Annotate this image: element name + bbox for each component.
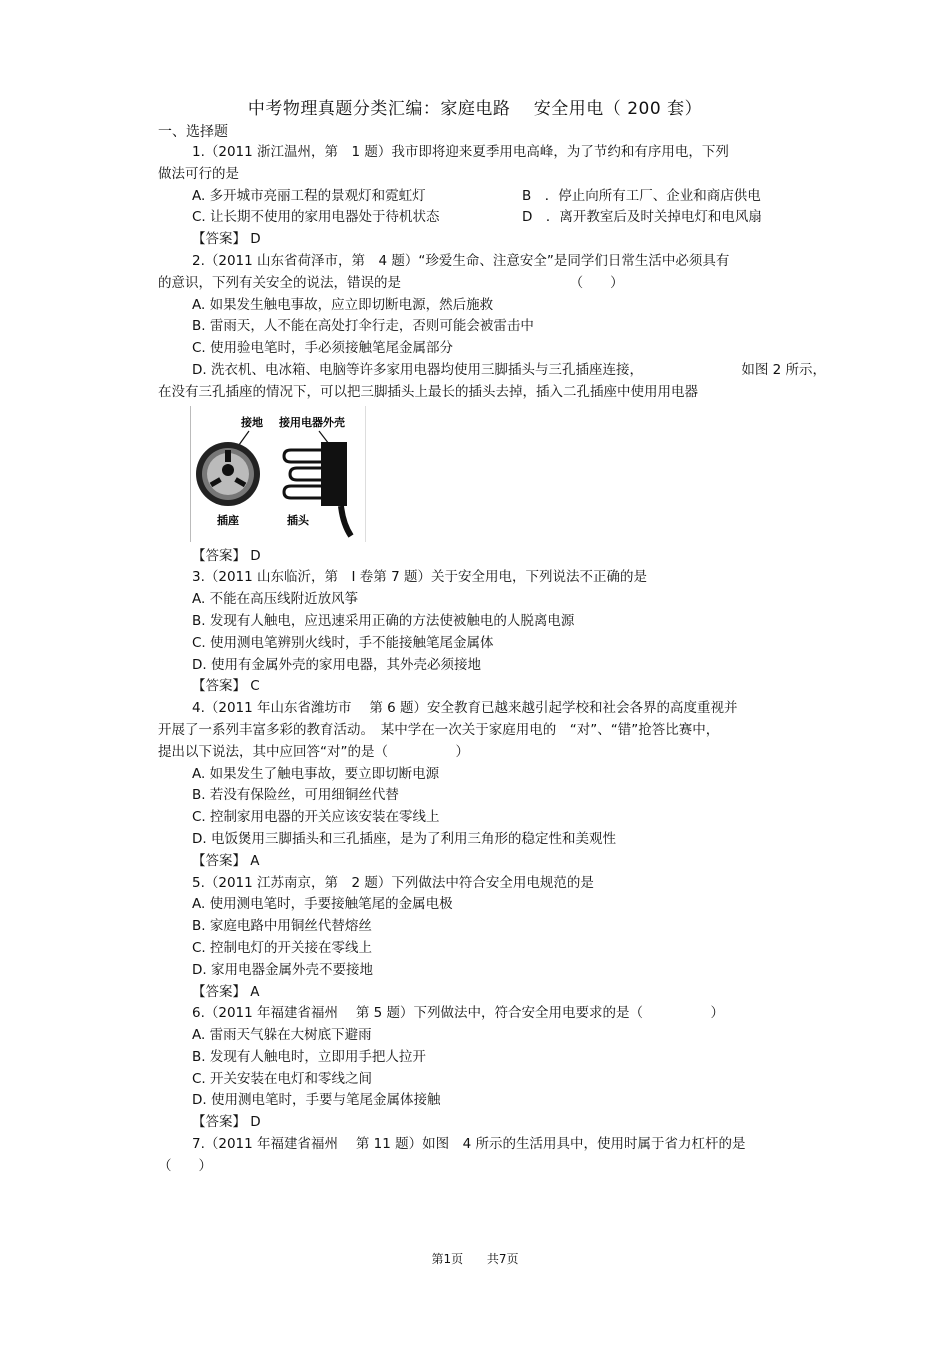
- socket-icon: [196, 442, 260, 506]
- label-shell: 接用电器外壳: [279, 415, 345, 429]
- q6-stem: 6.（2011 年福建省福州 第 5 题）下列做法中，符合安全用电要求的是（ ）: [192, 1005, 724, 1022]
- q2-option-d-text: D. 洗衣机、电冰箱、电脑等许多家用电器均使用三脚插头与三孔插座连接，: [192, 361, 643, 378]
- q2-stem: 2.（2011 山东省荷泽市，第 4 题）“珍爱生命、注意安全”是同学们日常生活中必须具有: [192, 252, 730, 269]
- q5-answer: 【答案】 A: [192, 983, 260, 1000]
- q5-option-a: A. 使用测电笔时，手要接触笔尾的金属电极: [192, 896, 453, 913]
- page-footer: [0, 1250, 950, 1267]
- q6-option-d: D. 使用测电笔时，手要与笔尾金属体接触: [192, 1092, 441, 1109]
- q2-answer: 【答案】 D: [192, 547, 261, 564]
- q3-option-b: B. 发现有人触电，应迅速采用正确的方法使被触电的人脱离电源: [192, 612, 575, 629]
- q4-answer: 【答案】 A: [192, 852, 260, 869]
- page-total: 共7页: [486, 1252, 519, 1266]
- q4-option-b: B. 若没有保险丝，可用细铜丝代替: [192, 787, 399, 804]
- q3-option-a: A. 不能在高压线附近放风筝: [192, 591, 359, 608]
- q6-answer: 【答案】 D: [192, 1114, 261, 1131]
- q2-option-c: C. 使用验电笔时，手必须接触笔尾金属部分: [192, 340, 454, 357]
- q3-stem: 3.（2011 山东临沂，第 Ⅰ 卷第 7 题）关于安全用电，下列说法不正确的是: [192, 569, 647, 586]
- q3-option-d: D. 使用有金属外壳的家用电器，其外壳必须接地: [192, 656, 481, 673]
- q6-option-b: B. 发现有人触电时，立即用手把人拉开: [192, 1048, 426, 1065]
- label-plug: 插头: [287, 513, 309, 527]
- q2-option-d-cont: 在没有三孔插座的情况下，可以把三脚插头上最长的插头去掉，插入二孔插座中使用用电器: [158, 383, 698, 400]
- q3-answer: 【答案】 C: [192, 678, 260, 695]
- label-socket: 插座: [217, 513, 239, 527]
- label-ground: 接地: [241, 415, 263, 429]
- q1-option-a: A. 多开城市亮丽工程的景观灯和霓虹灯: [192, 187, 426, 204]
- q7-blank: （ ）: [158, 1157, 212, 1174]
- q2-option-d: [158, 360, 826, 382]
- q5-option-b: B. 家庭电路中用铜丝代替熔丝: [192, 918, 372, 935]
- socket-plug-illustration: [191, 406, 365, 542]
- page-title: 中考物理真题分类汇编：家庭电路 安全用电（ 200 套）: [247, 99, 703, 119]
- q2-option-a: A. 如果发生触电事故，应立即切断电源，然后施救: [192, 296, 494, 313]
- q4-stem-cont: 开展了一系列丰富多彩的教育活动。 某中学在一次关于家庭用电的 “对”、“错”抢答比赛中，: [158, 721, 720, 738]
- q3-option-c: C. 使用测电笔辨别火线时，手不能接触笔尾金属体: [192, 634, 494, 651]
- q1-option-d: D ．离开教室后及时关掉电灯和电风扇: [522, 209, 762, 226]
- q1-option-b: B ．停止向所有工厂、企业和商店供电: [522, 187, 761, 204]
- q5-stem: 5.（2011 江苏南京，第 2 题）下列做法中符合安全用电规范的是: [192, 874, 594, 891]
- q1-stem: 1.（2011 浙江温州，第 1 题）我市即将迎来夏季用电高峰，为了节约和有序用电，下列: [192, 144, 729, 160]
- q1-stem-cont: 做法可行的是: [158, 165, 239, 182]
- q2-figure-ref: 如图 2 所示，: [741, 361, 826, 378]
- q4-option-d: D. 电饭煲用三脚插头和三孔插座，是为了利用三角形的稳定性和美观性: [192, 830, 616, 847]
- page-number: 第1页: [431, 1252, 464, 1266]
- q2-blank: （ ）: [569, 274, 624, 291]
- q1-options-ab: [158, 186, 826, 208]
- q1-option-c: C. 让长期不使用的家用电器处于待机状态: [192, 209, 440, 226]
- q2-stem-text: 的意识，下列有关安全的说法，错误的是: [158, 274, 401, 291]
- q2-stem-cont: [158, 273, 826, 295]
- q4-stem-cont2: 提出以下说法，其中应回答“对”的是（ ）: [158, 743, 469, 760]
- q1-answer: 【答案】 D: [192, 231, 261, 248]
- q7-stem: 7.（2011 年福建省福州 第 11 题）如图 4 所示的生活用具中，使用时属于省力杠杆的是: [192, 1136, 746, 1153]
- figure-socket-plug: [190, 406, 366, 542]
- q4-option-c: C. 控制家用电器的开关应该安装在零线上: [192, 809, 440, 826]
- q1-options-cd: [158, 207, 826, 229]
- section-heading: 一、选择题: [158, 124, 228, 140]
- q5-option-d: D. 家用电器金属外壳不要接地: [192, 961, 373, 978]
- q2-option-b: B. 雷雨天，人不能在高处打伞行走，否则可能会被雷击中: [192, 318, 534, 335]
- q4-option-a: A. 如果发生了触电事故，要立即切断电源: [192, 765, 440, 782]
- q4-stem: 4.（2011 年山东省潍坊市 第 6 题）安全教育已越来越引起学校和社会各界的高度重视并: [192, 700, 738, 717]
- q6-option-a: A. 雷雨天气躲在大树底下避雨: [192, 1027, 372, 1044]
- q6-option-c: C. 开关安装在电灯和零线之间: [192, 1070, 373, 1087]
- q5-option-c: C. 控制电灯的开关接在零线上: [192, 939, 373, 956]
- question-list: [158, 142, 826, 1178]
